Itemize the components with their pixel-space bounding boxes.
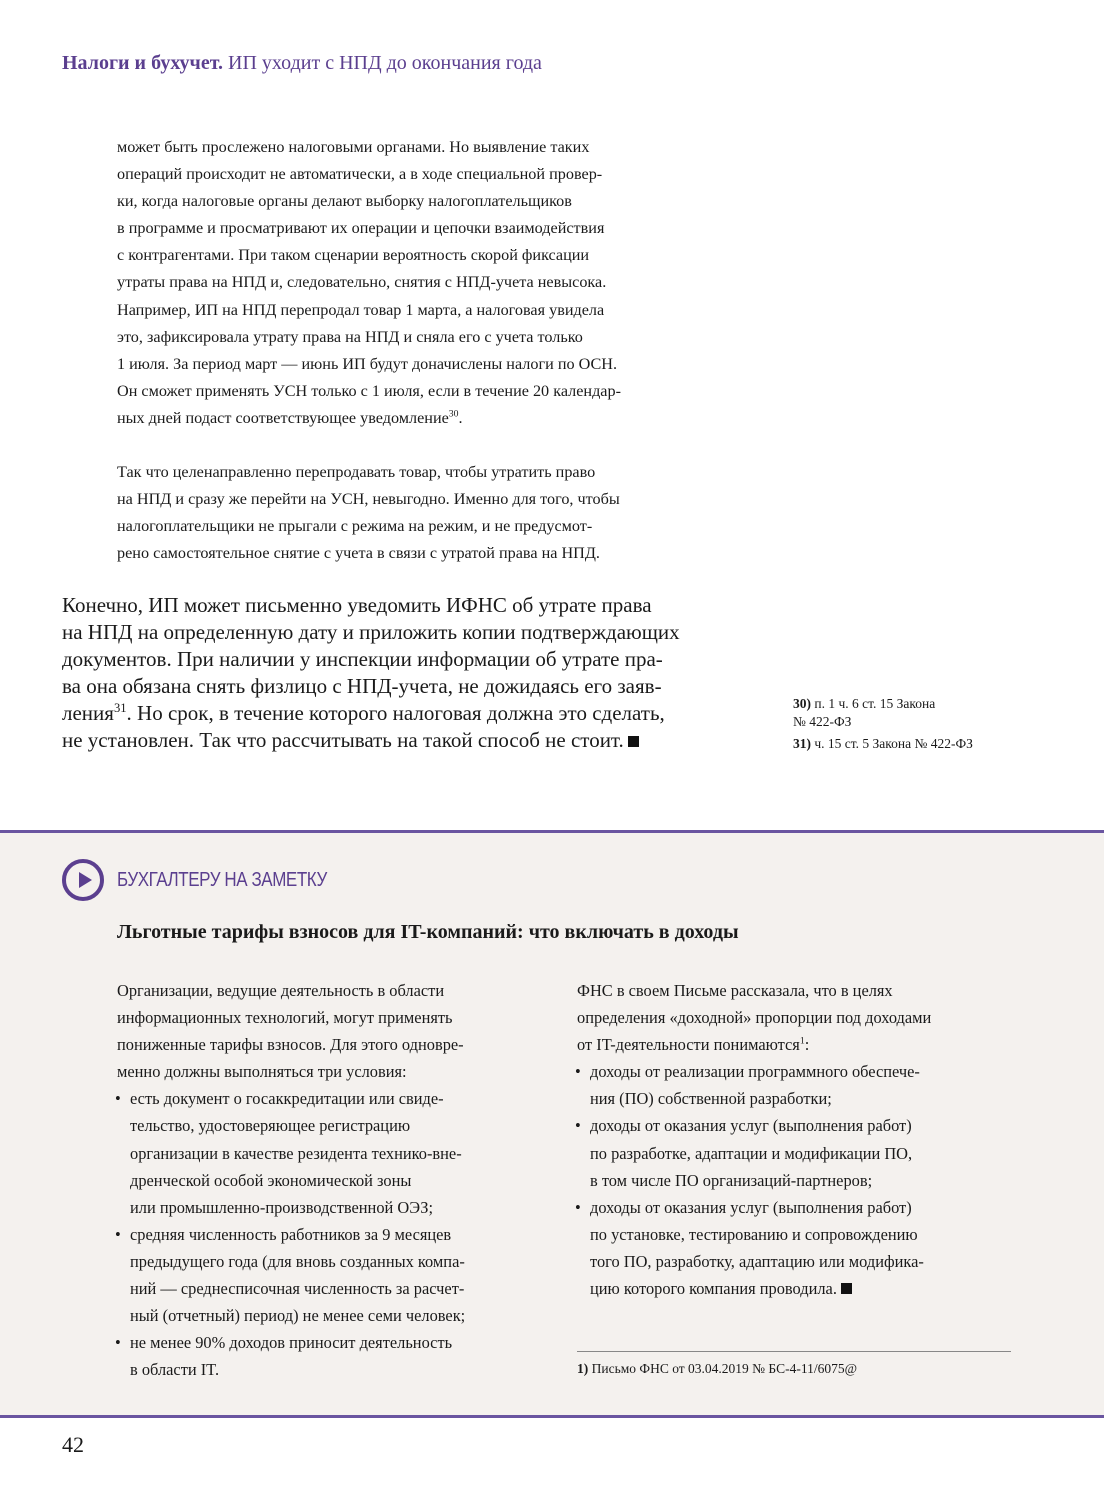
footnote-ref[interactable]: 1 [799, 1035, 805, 1047]
paragraph-text: ФНС в своем Письме рассказала, что в целях определения «доходной» пропорции под доходами от IT-деятельности понимаются [577, 981, 932, 1055]
footnote-divider [577, 1351, 1011, 1352]
paragraph-text: Конечно, ИП может письменно уведомить ИФНС об утрате права на НПД на определенную дату и приложить копии подтверждающих документов. При наличии у инспекции информации об утрате пра- ва она обязана снять физлицо с НПД-учета, не дожидаясь его заяв- ления [62, 593, 680, 725]
box-right-column [577, 977, 1017, 1302]
accountant-note-box [0, 830, 1104, 1418]
article-title: ИП уходит с НПД до окончания года [228, 52, 542, 74]
footnote-number: 30) [793, 696, 811, 711]
footnote [793, 735, 1023, 753]
paragraph-text: может быть прослежено налоговыми органами. Но выявление таких операций происходит не автоматически, а в ходе специальной провер- ки, когда налоговые органы делают выборку налогоплательщиков в программе и просматривают их операции и цепочки взаимодействия с контрагентами. При таком сценарии вероятность скорой фиксации утраты права на НПД и, следовательно, снятия с НПД-учета невысока. Например, ИП на НПД перепродал товар 1 марта, а налоговая увидела это, зафиксировала утрату права на НПД и сняла его с учета только 1 июля. За период март — июнь ИП будут доначислены налоги по ОСН. Он сможет применять УСН только с 1 июля, если в течение 20 календар- ных дней подаст соответствующее уведомление [117, 138, 621, 427]
footnote-number: 1) [577, 1361, 589, 1376]
list-item: • средняя численность работников за 9 месяцев предыдущего года (для вновь созданных компа- ний — среднесписочная численность за расчет- ный (отчетный) период) не менее семи человек; [117, 1221, 557, 1329]
conditions-list [117, 1085, 557, 1383]
paragraph: Организации, ведущие деятельность в области информационных технологий, могут применять пониженные тарифы взносов. Для этого одновре- менно должны выполняться три условия: [117, 981, 464, 1082]
income-list [577, 1058, 1017, 1302]
paragraph [117, 134, 757, 432]
list-item: • не менее 90% доходов приносит деятельность в области IT. [117, 1329, 557, 1383]
page-number: 42 [62, 1432, 84, 1457]
footnote-ref[interactable]: 30 [448, 408, 459, 420]
paragraph-tail: . [458, 408, 463, 427]
main-paragraph [62, 592, 752, 754]
end-mark-icon [841, 1283, 852, 1294]
running-header [62, 52, 542, 75]
footnote-ref[interactable]: 31 [113, 701, 127, 715]
box-title: Льготные тарифы взносов для IT-компаний: что включать в доходы [117, 921, 739, 943]
list-item: • доходы от реализации программного обеспече- ния (ПО) собственной разработки; [577, 1058, 1017, 1112]
box-footnote [577, 1361, 857, 1377]
footnote-text: п. 1 ч. 6 ст. 15 Закона № 422-ФЗ [793, 696, 936, 729]
list-item [577, 1194, 1017, 1302]
paragraph: Так что целенаправленно перепродавать товар, чтобы утратить право на НПД и сразу же перейти на УСН, невыгодно. Именно для того, чтобы налогоплательщики не прыгали с режима на режим, и не предусмот- рено самостоятельное снятие с учета в связи с утратой права на НПД. [117, 463, 620, 563]
end-mark-icon [628, 736, 639, 747]
sidenotes [793, 695, 1023, 757]
indented-block [117, 134, 757, 594]
paragraph-tail: : [804, 1035, 810, 1055]
list-item: • есть документ о госаккредитации или свиде- тельство, удостоверяющее регистрацию организации в качестве резидента технико-вне- дренческой особой экономической зоны или промышленно-производственной ОЭЗ; [117, 1085, 557, 1220]
box-header [62, 859, 364, 901]
paragraph [577, 977, 1017, 1058]
list-item-text: доходы от оказания услуг (выполнения работ) по установке, тестированию и сопровождению того ПО, разработку, адаптацию или модифика- цию которого компания проводила. [590, 1197, 924, 1299]
footnote-text: Письмо ФНС от 03.04.2019 № БС-4-11/6075@ [591, 1361, 858, 1376]
section-name: Налоги и бухучет. [62, 52, 224, 74]
play-circle-icon [62, 859, 104, 901]
footnote [793, 695, 1023, 731]
list-item: • доходы от оказания услуг (выполнения работ) по разработке, адаптации и модификации ПО, в том числе ПО организаций-партнеров; [577, 1112, 1017, 1193]
box-left-column [117, 977, 557, 1383]
footnote-number: 31) [793, 736, 811, 751]
box-label: БУХГАЛТЕРУ НА ЗАМЕТКУ [117, 868, 327, 891]
footnote-text: ч. 15 ст. 5 Закона № 422-ФЗ [814, 736, 973, 751]
paragraph-tail: . Но срок, в течение которого налоговая должна это сделать, не установлен. Так что рассчитывать на такой способ не стоит. [62, 701, 665, 752]
